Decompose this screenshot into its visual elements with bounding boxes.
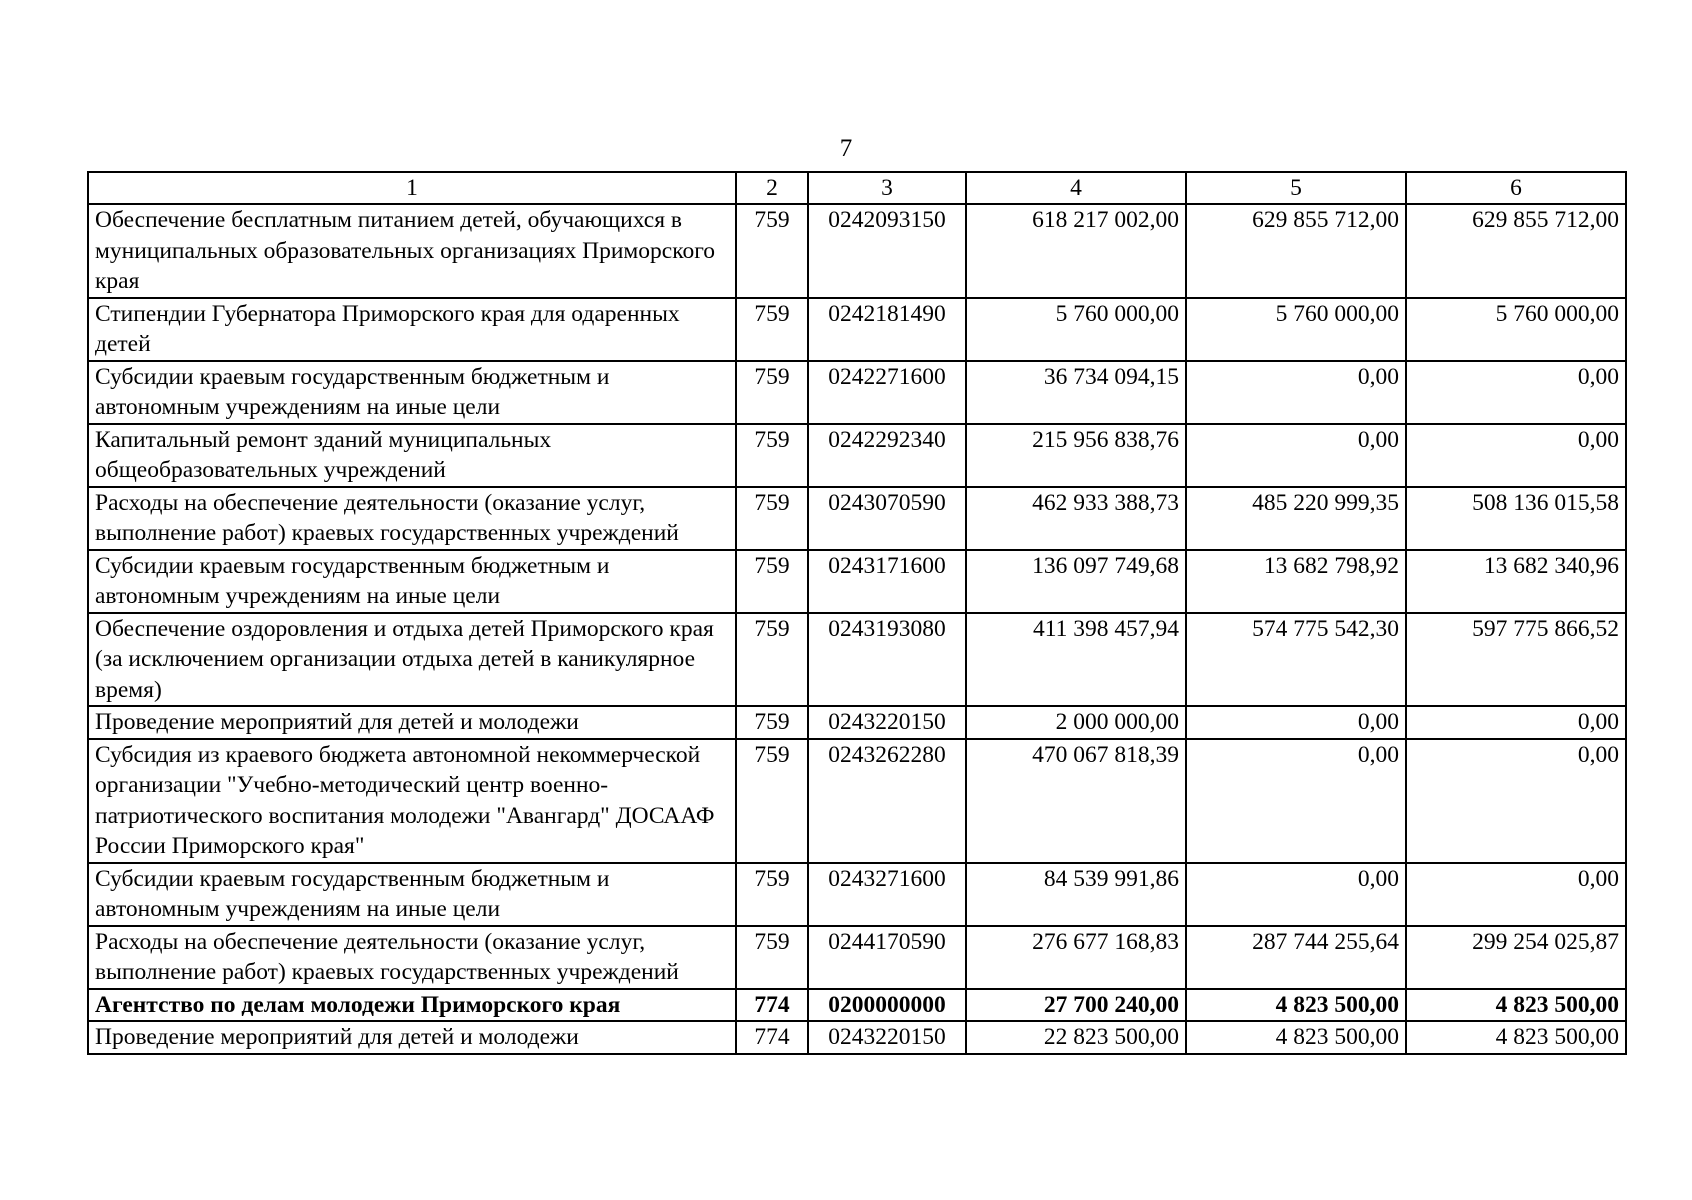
table-row xyxy=(88,550,1626,613)
row-value-2-cell: 0,00 xyxy=(1186,863,1406,926)
row-value-2-cell: 4 823 500,00 xyxy=(1186,989,1406,1022)
row-code-cell: 0242292340 xyxy=(808,424,966,487)
row-value-1-cell: 276 677 168,83 xyxy=(966,926,1186,989)
row-ministry-cell: 759 xyxy=(736,487,808,550)
row-value-2-cell: 485 220 999,35 xyxy=(1186,487,1406,550)
table-row xyxy=(88,487,1626,550)
budget-table xyxy=(87,171,1627,1055)
row-ministry-cell: 759 xyxy=(736,613,808,707)
row-value-1-cell: 27 700 240,00 xyxy=(966,989,1186,1022)
table-row xyxy=(88,989,1626,1022)
row-value-3-cell: 597 775 866,52 xyxy=(1406,613,1626,707)
row-value-3-cell: 508 136 015,58 xyxy=(1406,487,1626,550)
table-row xyxy=(88,926,1626,989)
row-value-3-cell: 629 855 712,00 xyxy=(1406,204,1626,298)
row-code-cell: 0243220150 xyxy=(808,706,966,739)
row-name-cell: Стипендии Губернатора Приморского края для одаренных детей xyxy=(88,298,736,361)
row-code-cell: 0243262280 xyxy=(808,739,966,863)
row-ministry-cell: 759 xyxy=(736,926,808,989)
header-cell: 3 xyxy=(808,172,966,204)
header-row xyxy=(88,172,1626,204)
row-value-2-cell: 0,00 xyxy=(1186,739,1406,863)
row-ministry-cell: 759 xyxy=(736,739,808,863)
row-code-cell: 0243171600 xyxy=(808,550,966,613)
table-row xyxy=(88,739,1626,863)
row-value-3-cell: 299 254 025,87 xyxy=(1406,926,1626,989)
row-name-cell: Проведение мероприятий для детей и молодежи xyxy=(88,1021,736,1054)
row-ministry-cell: 759 xyxy=(736,424,808,487)
row-value-1-cell: 136 097 749,68 xyxy=(966,550,1186,613)
row-code-cell: 0243220150 xyxy=(808,1021,966,1054)
row-value-2-cell: 0,00 xyxy=(1186,706,1406,739)
row-value-2-cell: 287 744 255,64 xyxy=(1186,926,1406,989)
header-cell: 1 xyxy=(88,172,736,204)
row-value-3-cell: 4 823 500,00 xyxy=(1406,989,1626,1022)
row-value-2-cell: 629 855 712,00 xyxy=(1186,204,1406,298)
row-name-cell: Субсидия из краевого бюджета автономной некоммерческой организации "Учебно-методический центр военно-патриотического воспитания молодежи "Авангард" ДОСААФ России Приморского края" xyxy=(88,739,736,863)
row-value-3-cell: 0,00 xyxy=(1406,739,1626,863)
table-row xyxy=(88,706,1626,739)
row-name-cell: Капитальный ремонт зданий муниципальных общеобразовательных учреждений xyxy=(88,424,736,487)
row-code-cell: 0242181490 xyxy=(808,298,966,361)
row-code-cell: 0200000000 xyxy=(808,989,966,1022)
row-value-3-cell: 13 682 340,96 xyxy=(1406,550,1626,613)
row-ministry-cell: 759 xyxy=(736,550,808,613)
row-value-3-cell: 0,00 xyxy=(1406,706,1626,739)
row-name-cell: Агентство по делам молодежи Приморского края xyxy=(88,989,736,1022)
row-name-cell: Проведение мероприятий для детей и молодежи xyxy=(88,706,736,739)
row-value-1-cell: 462 933 388,73 xyxy=(966,487,1186,550)
header-cell: 4 xyxy=(966,172,1186,204)
row-code-cell: 0244170590 xyxy=(808,926,966,989)
row-value-1-cell: 84 539 991,86 xyxy=(966,863,1186,926)
row-code-cell: 0242093150 xyxy=(808,204,966,298)
row-value-1-cell: 618 217 002,00 xyxy=(966,204,1186,298)
page-number: 7 xyxy=(839,135,853,162)
table-row xyxy=(88,613,1626,707)
row-value-2-cell: 4 823 500,00 xyxy=(1186,1021,1406,1054)
table-row xyxy=(88,424,1626,487)
row-value-1-cell: 22 823 500,00 xyxy=(966,1021,1186,1054)
row-value-1-cell: 5 760 000,00 xyxy=(966,298,1186,361)
row-value-3-cell: 0,00 xyxy=(1406,863,1626,926)
table-body xyxy=(88,204,1626,1054)
row-name-cell: Обеспечение оздоровления и отдыха детей Приморского края (за исключением организации отдыха детей в каникулярное время) xyxy=(88,613,736,707)
row-value-3-cell: 4 823 500,00 xyxy=(1406,1021,1626,1054)
row-name-cell: Субсидии краевым государственным бюджетным и автономным учреждениям на иные цели xyxy=(88,863,736,926)
row-code-cell: 0243070590 xyxy=(808,487,966,550)
row-name-cell: Субсидии краевым государственным бюджетным и автономным учреждениям на иные цели xyxy=(88,361,736,424)
row-code-cell: 0242271600 xyxy=(808,361,966,424)
row-value-3-cell: 0,00 xyxy=(1406,361,1626,424)
row-value-3-cell: 5 760 000,00 xyxy=(1406,298,1626,361)
row-value-2-cell: 0,00 xyxy=(1186,424,1406,487)
row-value-2-cell: 0,00 xyxy=(1186,361,1406,424)
header-cell: 5 xyxy=(1186,172,1406,204)
row-ministry-cell: 759 xyxy=(736,361,808,424)
row-value-1-cell: 36 734 094,15 xyxy=(966,361,1186,424)
row-value-1-cell: 411 398 457,94 xyxy=(966,613,1186,707)
row-ministry-cell: 759 xyxy=(736,706,808,739)
row-name-cell: Субсидии краевым государственным бюджетным и автономным учреждениям на иные цели xyxy=(88,550,736,613)
row-name-cell: Обеспечение бесплатным питанием детей, обучающихся в муниципальных образовательных организациях Приморского края xyxy=(88,204,736,298)
row-value-1-cell: 470 067 818,39 xyxy=(966,739,1186,863)
row-value-1-cell: 215 956 838,76 xyxy=(966,424,1186,487)
table-row xyxy=(88,1021,1626,1054)
header-cell: 2 xyxy=(736,172,808,204)
table-row xyxy=(88,863,1626,926)
row-value-2-cell: 5 760 000,00 xyxy=(1186,298,1406,361)
row-ministry-cell: 759 xyxy=(736,863,808,926)
row-value-2-cell: 574 775 542,30 xyxy=(1186,613,1406,707)
row-ministry-cell: 774 xyxy=(736,1021,808,1054)
row-name-cell: Расходы на обеспечение деятельности (оказание услуг, выполнение работ) краевых государственных учреждений xyxy=(88,487,736,550)
row-value-2-cell: 13 682 798,92 xyxy=(1186,550,1406,613)
row-ministry-cell: 759 xyxy=(736,298,808,361)
table-row xyxy=(88,204,1626,298)
table-row xyxy=(88,361,1626,424)
table-row xyxy=(88,298,1626,361)
header-cell: 6 xyxy=(1406,172,1626,204)
row-code-cell: 0243193080 xyxy=(808,613,966,707)
row-ministry-cell: 774 xyxy=(736,989,808,1022)
row-ministry-cell: 759 xyxy=(736,204,808,298)
row-value-1-cell: 2 000 000,00 xyxy=(966,706,1186,739)
row-code-cell: 0243271600 xyxy=(808,863,966,926)
row-name-cell: Расходы на обеспечение деятельности (оказание услуг, выполнение работ) краевых государственных учреждений xyxy=(88,926,736,989)
row-value-3-cell: 0,00 xyxy=(1406,424,1626,487)
